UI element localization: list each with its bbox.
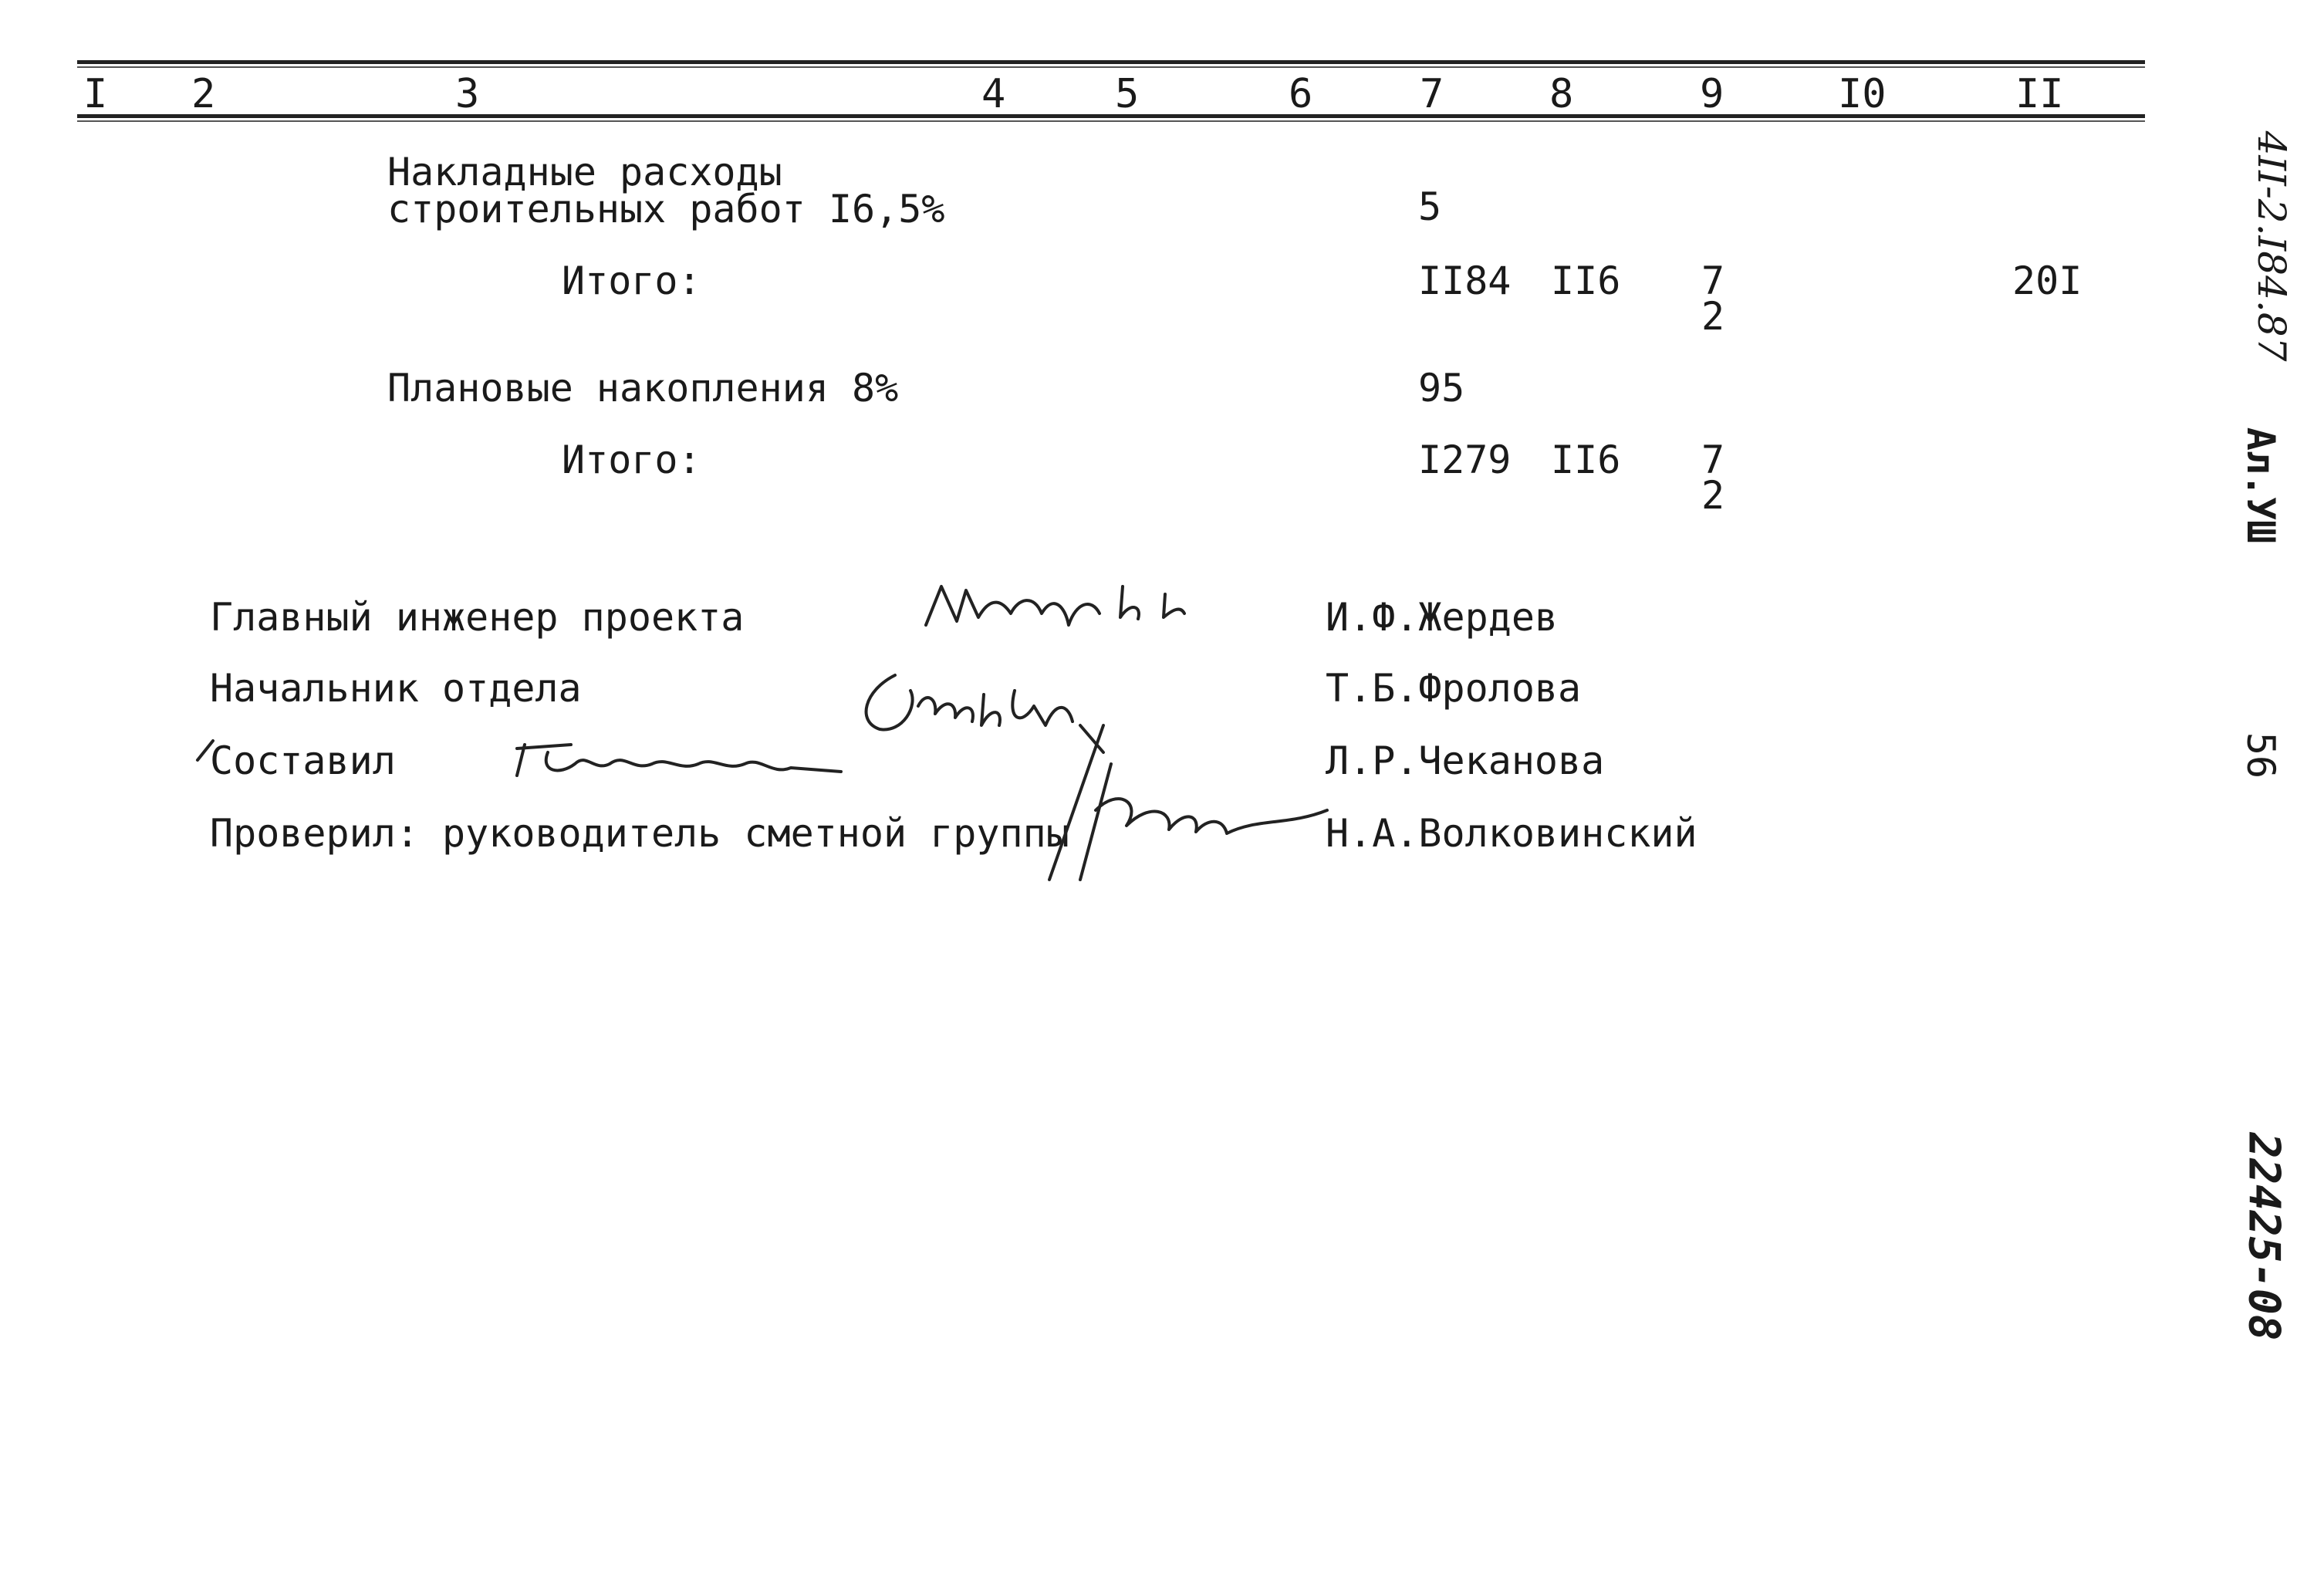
row-total2-col8: II6 <box>1551 438 1621 482</box>
signature-role-chief-engineer: Главный инженер проекта <box>210 595 745 640</box>
row-overhead-col7: 5 <box>1418 184 1442 229</box>
column-number-4: 4 <box>981 71 1006 117</box>
header-top-rule-thin <box>77 66 2145 68</box>
signature-name-checked-by: Н.А.Волковинский <box>1326 811 1697 856</box>
row-planned-savings-col7: 95 <box>1418 366 1465 411</box>
header-bottom-rule <box>77 114 2145 118</box>
handwritten-signature-chief-engineer <box>918 571 1211 648</box>
header-bottom-rule-thin <box>77 120 2145 122</box>
column-number-1: I <box>83 71 108 117</box>
column-number-10: I0 <box>1838 71 1887 117</box>
signature-name-compiled-by: Л.Р.Чеканова <box>1326 738 1605 783</box>
row-total1-col7: II84 <box>1418 259 1512 303</box>
row-total2-label: Итого: <box>562 438 701 482</box>
row-overhead-label-line2: строительных работ I6,5% <box>387 187 945 231</box>
signature-role-compiled-by: Составил <box>210 738 396 783</box>
signature-name-department-head: Т.Б.Фролова <box>1326 666 1582 711</box>
handwritten-signature-checked-by <box>1042 718 1335 887</box>
compiled-by-tick-mark <box>190 737 221 768</box>
stamp-number: 22425-08 <box>2238 1132 2289 1341</box>
column-number-2: 2 <box>191 71 216 117</box>
row-total2-col9-bottom: 2 <box>1701 473 1725 518</box>
column-number-3: 3 <box>455 71 480 117</box>
handwritten-signature-compiled-by <box>502 729 856 791</box>
column-number-9: 9 <box>1700 71 1724 117</box>
row-overhead-label-line1: Накладные расходы <box>387 150 782 194</box>
signature-role-department-head: Начальник отдела <box>210 666 582 711</box>
row-total2-col7: I279 <box>1418 438 1512 482</box>
row-total1-col9-top: 7 <box>1701 259 1725 303</box>
album-label: Ал.УШ <box>2238 427 2283 544</box>
row-total1-col11: 20I <box>2012 259 2082 303</box>
column-number-11: II <box>2015 71 2064 117</box>
doc-code: 4II-2.I84.87 <box>2249 130 2294 362</box>
column-number-5: 5 <box>1115 71 1140 117</box>
row-planned-savings-label: Плановые накопления 8% <box>387 366 899 411</box>
signature-role-checked-by: Проверил: руководитель сметной группы <box>210 811 1069 856</box>
header-top-rule <box>77 60 2145 64</box>
column-number-7: 7 <box>1420 71 1444 117</box>
row-total1-col8: II6 <box>1551 259 1621 303</box>
page-number: 56 <box>2238 732 2283 779</box>
row-total1-label: Итого: <box>562 259 701 303</box>
row-total1-col9-bottom: 2 <box>1701 294 1725 339</box>
column-number-6: 6 <box>1289 71 1313 117</box>
column-number-8: 8 <box>1549 71 1574 117</box>
signature-name-chief-engineer: И.Ф.Жердев <box>1326 595 1559 640</box>
row-total2-col9-top: 7 <box>1701 438 1725 482</box>
